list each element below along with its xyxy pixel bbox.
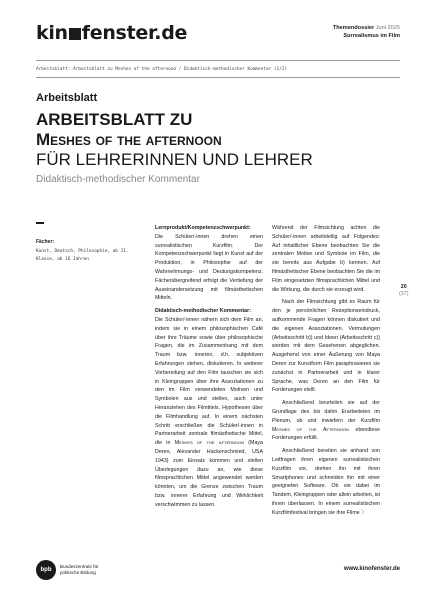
page-current: 20 <box>400 284 407 290</box>
faecher-heading: Fächer: <box>36 239 55 245</box>
section-dash <box>36 222 44 224</box>
logo-square-icon <box>69 28 81 40</box>
bpb-line-1: Bundeszentrale für <box>60 564 99 570</box>
logo-text-right: fenster.de <box>81 22 188 44</box>
theme-dossier-info <box>333 25 400 40</box>
paragraph-kommentar <box>155 307 263 509</box>
text-column-2 <box>272 224 380 522</box>
beurteilen-tail: ebendiese Forderungen erfüllt. <box>272 426 380 442</box>
logo-text-left: kin <box>36 22 68 44</box>
kommentar-heading: Didaktisch-methodischer Kommentar: <box>155 308 251 315</box>
lernprodukt-text: Die Schüler/-innen drehen einen surrealistischen Kurzfilm. Der Kompetenzschwerpunkt liegt in Kunst auf der Produktion, in Philosophie auf der Wahrnehmungs- und Deutungskompetenz. Fächerübergreifend erfolgt die Vertiefung der Auseinandersetzung mit filmästhetischen Mitteln. <box>155 233 263 302</box>
kinofenster-logo[interactable] <box>36 22 187 44</box>
theme-label: Themendossier <box>332 25 375 31</box>
theme-title: Surrealismus im Film <box>343 32 400 39</box>
beurteilen-head: Anschließend beurteilen sie auf der Grundlage des bis dahin Erarbeiteten im Plenum, ob und inwiefern der Kurzfilm <box>272 400 380 424</box>
bpb-name <box>60 564 99 575</box>
footer-url-link[interactable]: www.kinofenster.de <box>343 566 400 572</box>
lernprodukt-heading: Lernprodukt/Kompetenzschwerpunkt: <box>155 225 251 231</box>
header-divider <box>36 60 400 61</box>
kommentar-text: Die Schüler/-innen nähern sich dem Film an, indem sie in einem philosophischen Café über ihre Träume sowie über philosophische Fragen, die im Zusammenhang mit dem Traum bzw. inneren, d.h. subjektiven Erfahrungen stehen, diskutieren. In weiterer Vorbereitung auf den Film tauschen sie sich in Kleingruppen über ihre Assoziationen zu den im Film verwendeten Motiven und Symbolen aus und stellen, auch unter Heranziehen des Filmtitels, Hypothesen über die Filmhandlung auf. In einem nächsten Schritt erschließen die Schüler/-innen in Partnerarbeit zentrale filmästhetische Mittel, die in <box>155 316 263 447</box>
bpb-line-2: politische Bildung <box>60 570 96 575</box>
breadcrumb: Arbeitsblatt: Arbeitsblatt zu Meshes of the afternoon / Didaktisch-methodischer Kommentar (1/2) <box>36 67 288 72</box>
title-line-1: ARBEITSBLATT ZU <box>36 110 193 129</box>
paragraph-beurteilen <box>272 399 380 443</box>
paragraph-sichtung: Während der Filmsichtung achten die Schüler/-innen arbeitsteilig auf Folgendes: Auf inhaltlicher Ebene beobachten Sie die zentralen Motive und Symbole im Film, die sie bereits aus Aufgabe b) kennen. Auf filmästhetischer Ebene beobachten Sie die im Film eingesetzten filmsprachlichen Mittel und die Wirkung, die durch sie erzeugt wird. <box>272 225 380 293</box>
faecher-text: Kunst, Deutsch, Philosophie, ab 11. Klasse, ab 16 Jahren <box>36 249 129 262</box>
theme-date: Juni 2025 <box>375 25 400 31</box>
paragraph-nach-sichtung: Nach der Filmsichtung gibt es Raum für den je persönlichen Rezeptionseindruck, aufkommende Fragen können diskutiert und die eigenen Assoziationen, Vermutungen (Arbeitsschritt b)) und Ideen (Arbeitsschritt c)) werden mit dem Gesehenen abgeglichen. Ausgehend von einer Äußerung von Maya Deren zur Kunstform Film paraphrasieren sie zunächst in Partnerarbeit und in klarer Sprache, was Deren an den Film für Forderungen stellt. <box>272 299 380 394</box>
bpb-logo[interactable] <box>36 560 99 580</box>
page-total: (37) <box>399 291 409 297</box>
film-title-inline: Meshes of the afternoon <box>174 440 245 447</box>
film-title-inline-2: Meshes of the Afternoon <box>272 426 349 433</box>
bpb-circle-icon: bpb <box>36 560 56 580</box>
breadcrumb-divider <box>36 77 400 78</box>
title-line-2: Meshes of the afternoon <box>36 130 222 149</box>
kurzfilm-text: Anschließend bereiten sie anhand von Leitfragen ihren eigenen surrealistischen Kurzfilm vor, drehen ihn mit ihren Smartphones und schneiden ihn mit einer geeigneten Software. Ob sie dabei im Tandem, Kleingruppen oder allein arbeiten, ist ihnen überlassen. In einem surrealistischen Kurzfilmfestival bringen sie ihre Filme <box>272 448 380 516</box>
text-column-1 <box>155 224 263 514</box>
subtitle: Didaktisch-methodischer Kommentar <box>36 174 200 185</box>
kommentar-text-tail: (Maya Deren, Alexander Hackenschmied, USA 1943) zum Einsatz kommen und stellen Überlegungen dazu an, wie diese filmsprachlichen Mittel angewendet werden könnten, um die Grenze zwischen Traum bzw. innerer Erfahrung und Wirklichkeit verschwimmen zu lassen. <box>155 440 263 508</box>
page-number <box>399 284 409 298</box>
kicker: Arbeitsblatt <box>36 92 98 104</box>
paragraph-lernprodukt <box>155 224 263 303</box>
paragraph-kurzfilm <box>272 447 380 517</box>
title-line-3: FÜR LEHRERINNEN UND LEHRER <box>36 150 313 169</box>
continue-arrow-icon[interactable]: 〉 <box>361 509 367 516</box>
